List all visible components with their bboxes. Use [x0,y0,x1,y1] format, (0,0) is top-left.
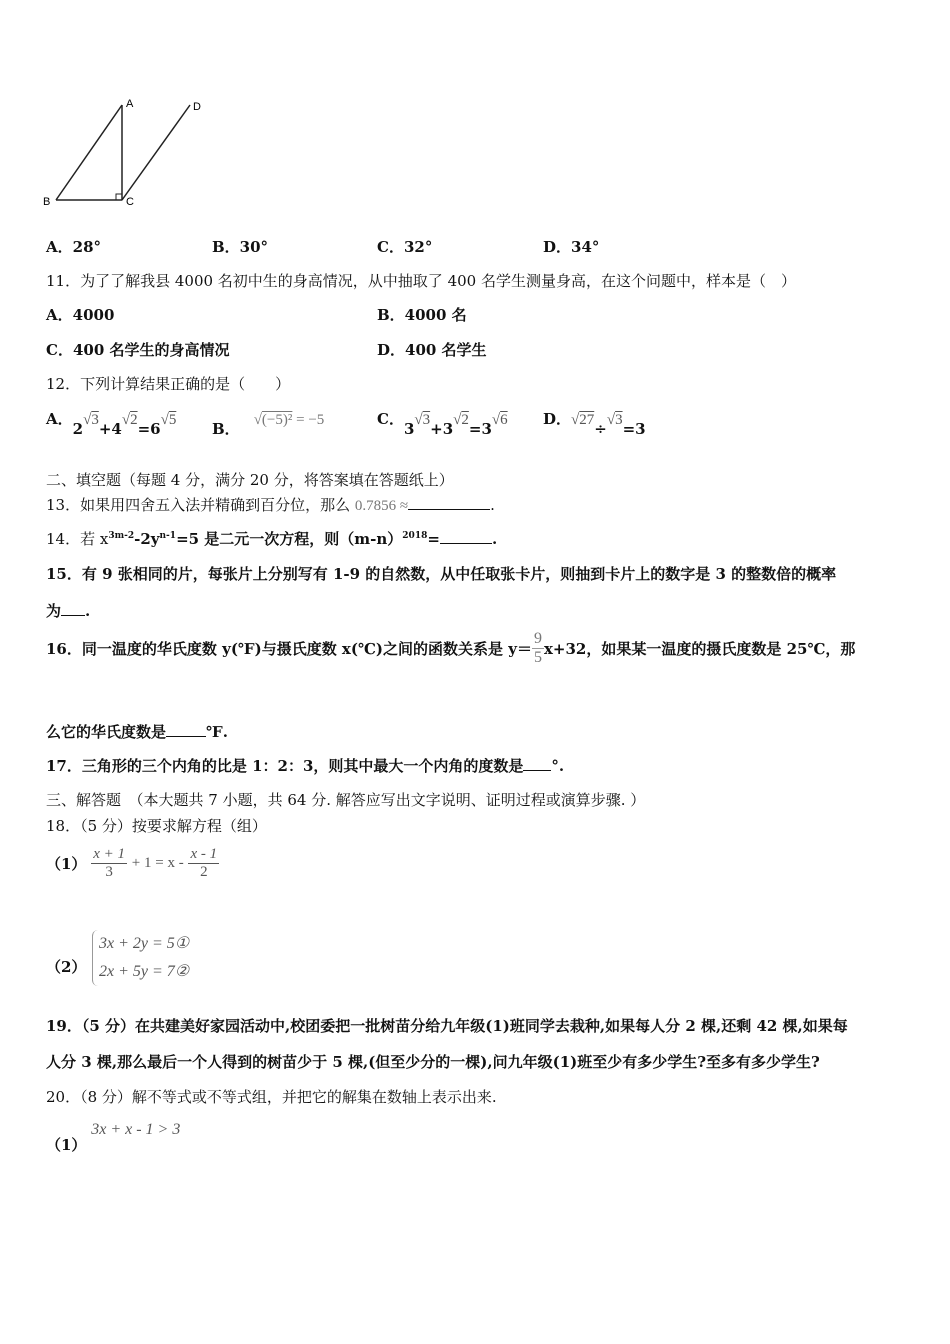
q20-stem: 20．（8 分）解不等式或不等式组，并把它的解集在数轴上表示出来. [46,1088,497,1106]
q16-post: x+32，如果某一温度的摄氏度数是 25℃，那 [543,640,856,658]
q12-a-rad3: 5 [168,412,177,428]
q12-d-label: D． [543,410,572,428]
q14-exp1: 3m-2 [108,531,135,541]
q20-p1-expr: 3x + x - 1 > 3 [91,1121,181,1138]
label-a: A [126,98,134,110]
q18-part1 [46,846,219,881]
q10-option-d: D．34° [543,238,600,256]
q14-mid: -2y [134,530,160,548]
q18-p2-label: （2） [46,958,87,976]
q12-a-rad1: 3 [91,412,99,428]
q12-d-op: ÷ [594,420,607,438]
q18-p2-system [92,930,189,986]
q12-c-rad3: 6 [500,412,508,428]
q12-d-rad2: 3 [615,412,623,428]
label-b: B [43,196,51,208]
q18-p1-frac1 [91,846,127,881]
q12-option-b: B． √(−5)² = −5 [212,412,325,438]
q12-stem: 12．下列计算结果正确的是（ ） [46,375,291,393]
q13-end: . [490,496,495,514]
segment-cd [122,105,190,200]
q18-p1-num1: x + 1 [93,846,125,862]
q17-blank[interactable] [523,770,551,771]
q17 [46,755,564,776]
q12-a-coef: 2 [72,420,84,438]
q15-line2-text: 为 [46,602,62,620]
q16-blank[interactable] [166,736,206,737]
q12-d-rad1: 27 [579,412,595,428]
q11-stem: 11．为了了解我县 4000 名初中生的身高情况，从中抽取了 400 名学生测量身高，在这个问题中，样本是（ ） [46,272,796,290]
q20-part1 [46,1118,181,1154]
q11-option-c: C．400 名学生的身高情况 [46,341,230,359]
q14-end: . [491,530,498,548]
q18-p1-den2: 2 [200,864,208,880]
q17-text: 17．三角形的三个内角的比是 1：2：3，则其中最大一个内角的度数是 [46,757,524,775]
q12-c-label: C． [377,410,404,428]
q18-p1-mid: + 1 = x - [131,855,184,871]
right-angle-mark [116,194,122,200]
q12-c-eq: =3 [468,420,492,438]
q12-b-rhs: = −5 [296,412,325,428]
q18-p2-eq2: 2x + 5y = 7② [99,963,190,980]
q18-part2 [46,930,87,976]
q14-pre: 14．若 x [46,530,109,548]
q16-line1 [46,630,855,667]
triangle-parallel-figure [40,95,215,210]
q11-option-b: B．4000 名 [377,306,467,324]
q14-post: =5 是二元一次方程，则（m-n） [176,530,403,548]
q13-text: 13．如果用四舍五入法并精确到百分位，那么 [46,496,351,514]
q16-line2-end: ℉. [206,723,228,741]
q17-end: °. [551,757,565,775]
q18-p2-eq1: 3x + 2y = 5① [99,935,190,952]
q18-p1-den1: 3 [105,864,113,880]
q14-eq: = [427,530,440,548]
q18-stem: 18．（5 分）按要求解方程（组） [46,817,267,835]
label-c: C [126,196,134,208]
q19-line1: 19．（5 分）在共建美好家园活动中,校团委把一批树苗分给九年级(1)班同学去栽种,如果每人分 2 棵,还剩 42 棵,如果每 [46,1017,848,1035]
q12-c-op: +3 [430,420,454,438]
q12-option-d: D．√27÷√3=3 [543,410,646,438]
label-d: D [193,101,201,113]
q14 [46,528,497,549]
q12-c-rad2: 2 [461,412,469,428]
q12-option-c: C．3√3+3√2=3√6 [377,410,508,438]
q12-a-label: A． [46,410,73,428]
q12-c-coef: 3 [403,420,415,438]
q14-blank[interactable] [440,543,492,544]
section3-heading: 三、解答题 （本大题共 7 小题，共 64 分. 解答应写出文字说明、证明过程或演算步骤. ） [46,791,646,809]
q14-exp2: n-1 [159,531,177,541]
q12-option-a: A．2√3+4√2=6√5 [46,410,177,438]
q11-option-d: D．400 名学生 [377,341,487,359]
q12-c-rad1: 3 [422,412,431,428]
q12-b-label: B． [212,420,240,438]
q13-blank[interactable] [408,509,490,510]
q12-d-eq: =3 [622,420,646,438]
q16-line2-text: 么它的华氏度数是 [46,723,167,741]
q12-a-op: +4 [98,420,122,438]
q18-p1-num2: x - 1 [190,846,218,862]
q15-line1: 15．有 9 张相同的片，每张片上分别写有 1-9 的自然数，从中任取张卡片，则抽到卡片上的数字是 3 的整数倍的概率 [46,565,837,583]
q15-end: . [85,602,91,620]
q10-option-b: B．30° [212,238,269,256]
q18-p1-label: （1） [46,855,87,873]
q20-p1-label: （1） [46,1136,87,1154]
section2-heading: 二、填空题（每题 4 分，满分 20 分，将答案填在答题纸上） [46,471,454,489]
q16-pre: 16．同一温度的华氏度数 y(℉)与摄氏度数 x(℃)之间的函数关系是 y＝ [46,640,532,658]
q12-a-eq: =6 [137,420,161,438]
q16-fraction [532,630,544,667]
q16-line2 [46,721,228,742]
segment-ba [56,105,122,200]
q13-expr: 0.7856 ≈ [354,498,409,514]
q11-option-a: A．4000 [46,306,115,324]
q12-a-rad2: 2 [130,412,138,428]
q18-p1-frac2 [188,846,219,881]
q15-line2 [46,600,90,621]
q15-blank[interactable] [61,615,85,616]
q12-b-expr: (−5)² [261,412,293,428]
q16-num: 9 [533,630,542,647]
q14-exp3: 2018 [402,531,428,541]
q16-den: 5 [533,649,542,666]
q19-line2: 人分 3 棵,那么最后一个人得到的树苗少于 5 棵,(但至少分的一棵),问九年级(1)班至少有多少学生?至多有多少学生? [46,1053,820,1071]
q10-option-c: C．32° [377,238,433,256]
q10-option-a: A．28° [46,238,102,256]
q13 [46,494,495,515]
